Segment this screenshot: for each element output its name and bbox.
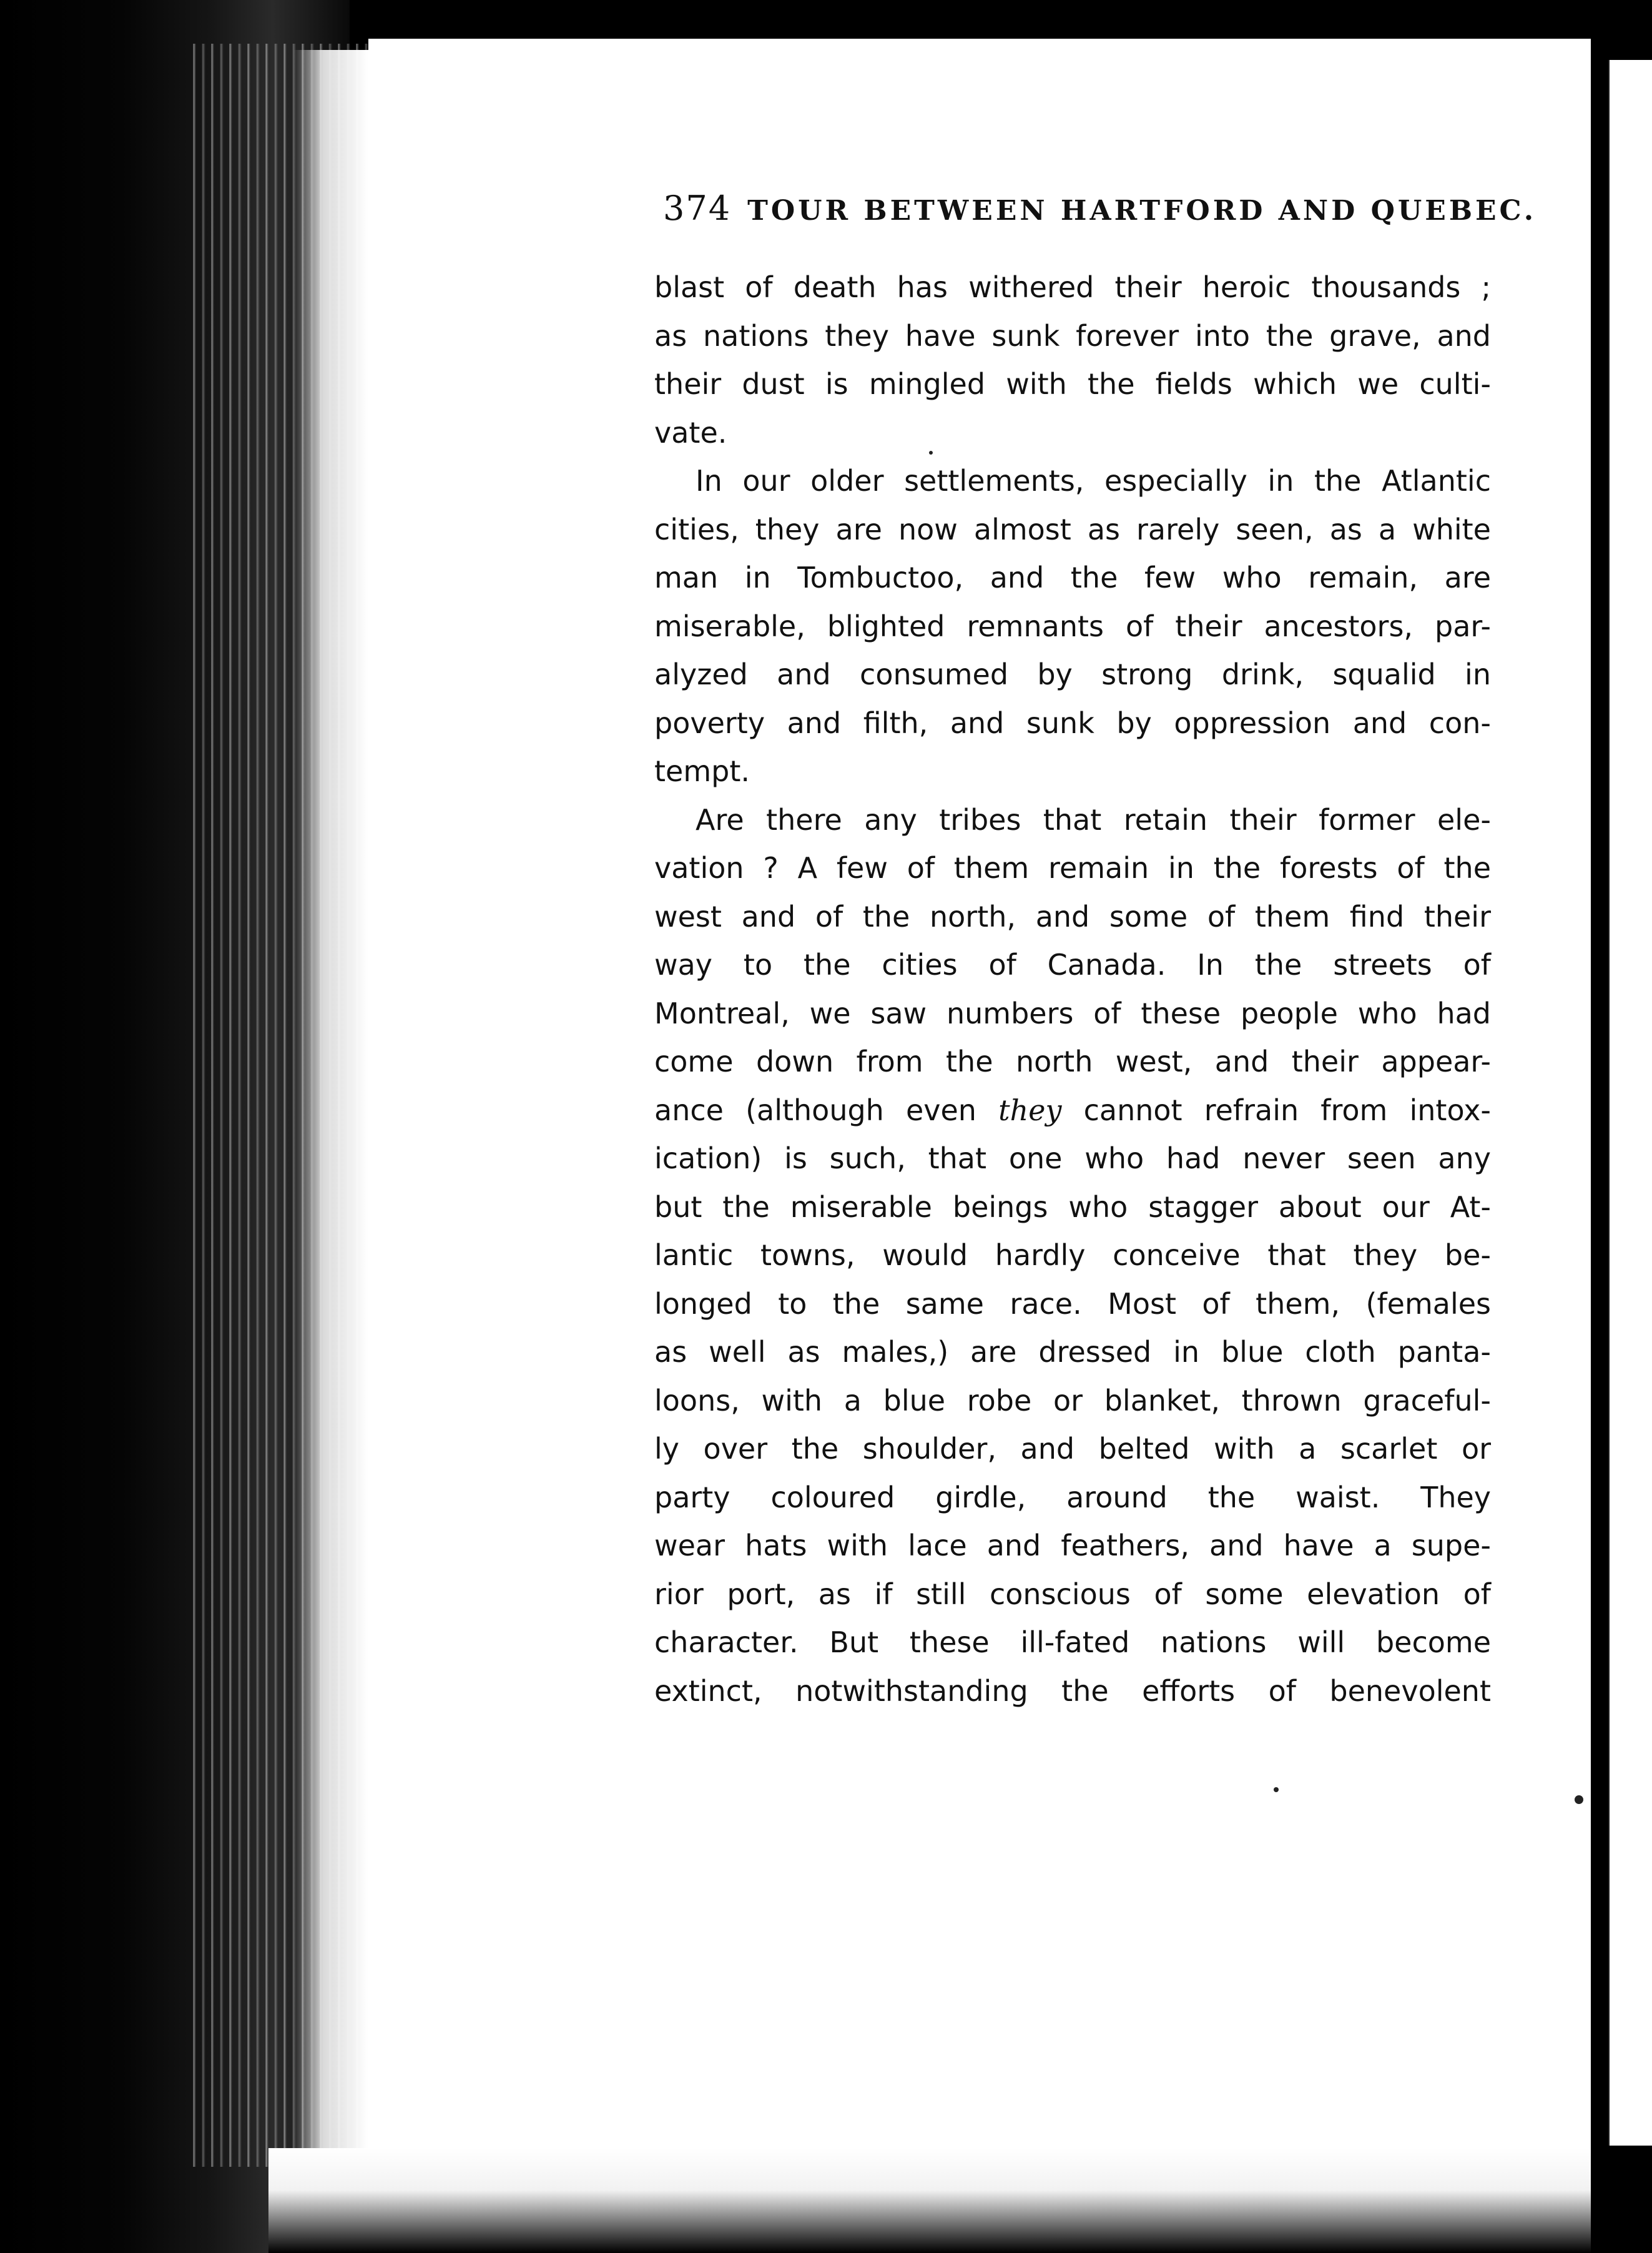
text-line: their dust is mingled with the fields which we culti- — [654, 367, 1491, 401]
text-line: Montreal, we saw numbers of these people who had — [654, 996, 1491, 1030]
text-line: wear hats with lace and feathers, and have a supe- — [654, 1529, 1491, 1562]
text-line: character. But these ill-fated nations will become — [654, 1625, 1491, 1659]
speck-mark — [1274, 1787, 1279, 1792]
text-line: longed to the same race. Most of them, (females — [654, 1286, 1491, 1321]
text-line: miserable, blighted remnants of their ancestors, par- — [654, 609, 1491, 643]
italic-word: they — [998, 1093, 1062, 1127]
text-line: tempt. — [654, 754, 750, 788]
body-text — [654, 264, 1491, 1715]
text-segment: cannot refrain from intox- — [1083, 1093, 1492, 1127]
text-line: cities, they are now almost as rarely seen, as a white — [654, 512, 1491, 546]
text-line: blast of death has withered their heroic thousands ; — [654, 270, 1491, 304]
text-line: loons, with a blue robe or blanket, thrown graceful- — [654, 1383, 1491, 1417]
text-line: party coloured girdle, around the waist. They — [654, 1480, 1491, 1514]
text-line: ication) is such, that one who had never seen any — [654, 1141, 1491, 1175]
text-line: as well as males,) are dressed in blue cloth panta- — [654, 1335, 1491, 1369]
text-line: man in Tombuctoo, and the few who remain, are — [654, 561, 1491, 594]
text-line: alyzed and consumed by strong drink, squalid in — [654, 658, 1491, 691]
text-line: Are there any tribes that retain their former ele- — [696, 802, 1491, 837]
speck-mark — [1575, 1795, 1583, 1804]
running-head-title: TOUR BETWEEN HARTFORD AND QUEBEC. — [747, 195, 1537, 227]
text-line: In our older settlements, especially in the Atlantic — [696, 464, 1491, 498]
text-line: come down from the north west, and their appear- — [654, 1045, 1491, 1078]
running-head — [663, 189, 1536, 228]
page-edge-highlight — [293, 50, 368, 2148]
text-line: as nations they have sunk forever into the grave, and — [654, 318, 1491, 353]
text-line: west and of the north, and some of them find their — [654, 899, 1491, 934]
text-line: lantic towns, would hardly conceive that they be- — [654, 1238, 1491, 1272]
text-line: way to the cities of Canada. In the streets of — [654, 948, 1491, 982]
text-line: poverty and filth, and sunk by oppression and con- — [654, 706, 1491, 740]
text-line: but the miserable beings who stagger about our At- — [654, 1190, 1491, 1224]
page-bottom-edge — [268, 2148, 1592, 2253]
page-number: 374 — [663, 189, 732, 228]
text-line: ly over the shoulder, and belted with a scarlet or — [654, 1432, 1491, 1466]
text-line-with-italic — [654, 1087, 1491, 1135]
next-page-sliver — [1608, 60, 1652, 2146]
text-line: rior port, as if still conscious of some elevation of — [654, 1577, 1491, 1611]
binding-gutter — [1591, 0, 1608, 2253]
text-line: vate. — [654, 415, 727, 450]
text-line: vation ? A few of them remain in the forests of the — [654, 851, 1491, 885]
text-line: extinct, notwithstanding the efforts of benevolent — [654, 1674, 1491, 1708]
text-segment: ance (although even — [654, 1093, 976, 1127]
